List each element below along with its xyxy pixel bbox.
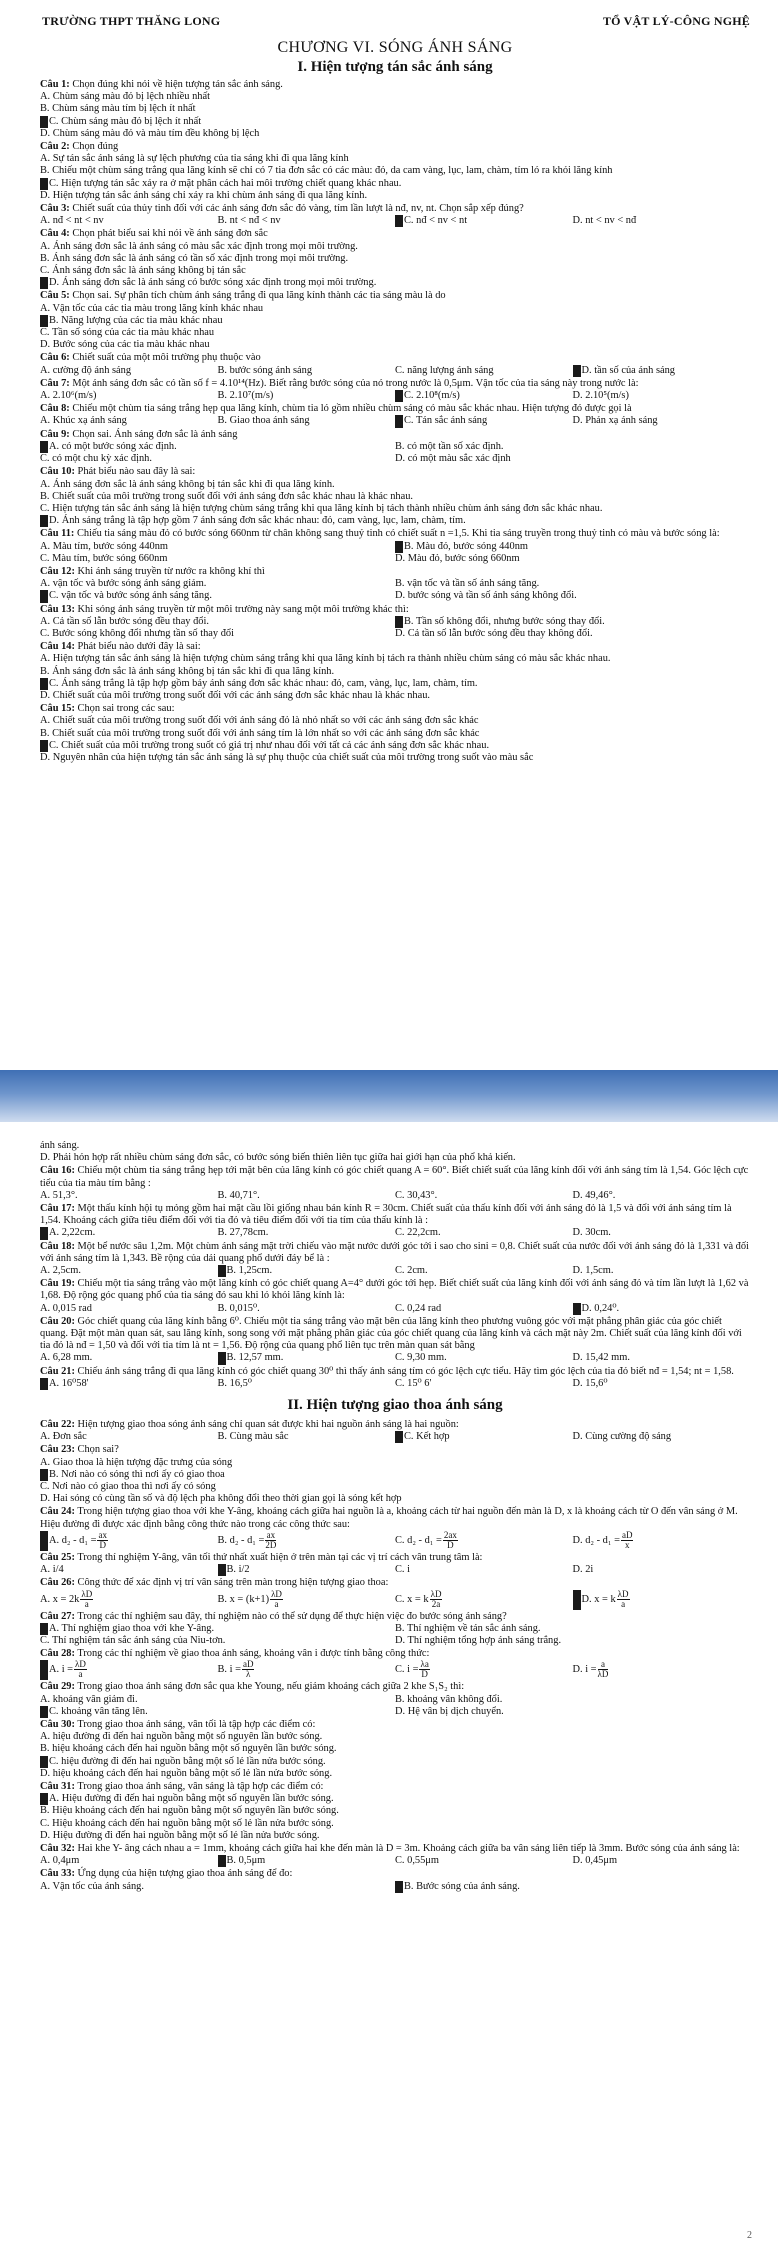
option: B. 2.10⁷(m/s) (217, 390, 274, 402)
option: C. 9,30 mm. (395, 1352, 447, 1364)
option: D. bước sóng và tần số ánh sáng không đổi. (395, 590, 577, 602)
fraction: $\frac{\lambda D}{a}$ (617, 1588, 629, 1609)
answer-marker (573, 1303, 581, 1315)
answer-marker (40, 441, 48, 453)
option-marked: B. 0,5μm (218, 1855, 396, 1867)
option-marked: B. Năng lượng của các tia màu khác nhau (40, 315, 750, 327)
fraction: $\frac{\lambda a}{D}$ (420, 1659, 429, 1680)
option-marked: B. 12,57 mm. (218, 1352, 396, 1364)
question-9: Câu 9: Chọn sai. Ánh sáng đơn sắc là ánh sáng (40, 428, 238, 440)
option: A. Ánh sáng đơn sắc là ánh sáng có màu sắc xác định trong mọi môi trường. (40, 240, 358, 252)
answer-marker (40, 1706, 48, 1718)
fraction: $\frac{aD}{x}$ (621, 1530, 633, 1550)
option-marked: C. 2.10⁸(m/s) (395, 390, 573, 402)
fraction: $\frac{aD}{\lambda}$ (242, 1659, 254, 1680)
option-marked: A. i = $\frac{\lambda D}{a}$ (40, 1660, 218, 1680)
option: D. Hiện tượng tán sắc ánh sáng chỉ xảy ra khi chùm ánh sáng đi qua lăng kính. (40, 189, 368, 201)
question-33: Câu 33: Ứng dụng của hiện tượng giao thoa ánh sáng để đo: (40, 1868, 293, 1880)
option: A. hiệu đường đi đến hai nguồn bằng một số nguyên lần bước sóng. (40, 1731, 323, 1743)
question-8: Câu 8: Chiếu một chùm tia sáng trắng hẹp qua lăng kính, chùm tia ló gồm nhiều chùm sáng có màu sắc khác nhau. Hiện tượng đó được gọi là (40, 403, 632, 415)
option: C. Hiệu khoảng cách đến hai nguồn bằng một số lẻ lần nửa bước sóng. (40, 1817, 334, 1829)
option-marked: B. Màu đỏ, bước sóng 440nm (395, 541, 750, 553)
option: C. d₂ - d₁ = $\frac{2ax}{D}$ (395, 1530, 457, 1550)
option: C. Hiện tượng tán sắc ánh sáng là hiện tượng chùm sáng trắng khi qua lăng kính bị tách thành nhiều chùm ánh sáng đơn sắc khác nhau. (40, 502, 603, 514)
option-marked: C. Chùm sáng màu đỏ bị lệch ít nhất (40, 116, 750, 128)
question-3: Câu 3: Chiết suất của thủy tinh đối với các ánh sáng đơn sắc đỏ vàng, tím lần lượt là nđ, nv, nt. Chọn sắp xếp đúng? (40, 203, 524, 215)
answer-marker (40, 1756, 48, 1768)
question-16: Câu 16: Chiếu một chùm tia sáng trắng hẹp tới mặt bên của lăng kính có góc chiết quang A = 60°. Biết chiết suất của lăng kính đối với ánh sáng tím là 1,54. Góc lệch cực tiểu của tia màu tím bằng : (40, 1165, 749, 1189)
option: C. 30,43°. (395, 1189, 438, 1201)
option: C. có một chu kỳ xác định. (40, 453, 152, 465)
option: C. Tần số sóng của các tia màu khác nhau (40, 327, 215, 339)
answer-marker (40, 1793, 48, 1805)
option: C. i (395, 1564, 411, 1576)
option: A. 6,28 mm. (40, 1352, 93, 1364)
option-marked: C. Kết hợp (395, 1431, 573, 1443)
fraction: $\frac{2ax}{D}$ (443, 1530, 457, 1550)
option: A. 0,015 rad (40, 1302, 92, 1314)
option-marked: C. Ánh sáng trắng là tập hợp gồm bảy ánh sáng đơn sắc khác nhau: đỏ, cam, vàng, lục, lam, chàm, tím. (40, 678, 750, 690)
option: A. Vận tốc của ánh sáng. (40, 1880, 144, 1892)
answer-marker (40, 1469, 48, 1481)
option: D. i = $\frac{a}{\lambda D}$ (572, 1659, 609, 1680)
option-marked: D. Ánh sáng đơn sắc là ánh sáng có bước sóng xác định trong mọi môi trường. (40, 277, 750, 289)
fraction: $\frac{\lambda D}{a}$ (271, 1588, 282, 1609)
options-row (40, 1855, 750, 1867)
option: A. Chiết suất của môi trường trong suốt đối với ánh sáng đỏ là nhỏ nhất so với các ánh sáng đơn sắc khác (40, 715, 479, 727)
question-6: Câu 6: Chiết suất của một môi trường phụ thuộc vào (40, 352, 261, 364)
option: A. vận tốc và bước sóng ánh sáng giảm. (40, 578, 207, 590)
department-name: TỔ VẬT LÝ-CÔNG NGHỆ (602, 14, 750, 28)
option: B. khoảng vân không đổi. (395, 1693, 503, 1705)
answer-marker (40, 740, 48, 752)
option: B. Ánh sáng đơn sắc là ánh sáng không bị tán sắc khi đi qua lăng kính. (40, 665, 335, 677)
answer-marker (40, 116, 48, 128)
answer-marker (218, 1352, 226, 1364)
options-row (40, 1190, 750, 1202)
option: A. Chùm sáng màu đỏ bị lệch nhiều nhất (40, 91, 210, 103)
question-22: Câu 22: Hiện tượng giao thoa sóng ánh sáng chỉ quan sát được khi hai nguồn ánh sáng là hai nguồn: (40, 1419, 459, 1431)
option-marked: B. 1,25cm. (218, 1265, 396, 1277)
option-marked: B. Tần số không đổi, nhưng bước sóng thay đổi. (395, 616, 750, 628)
option: D. Hiệu đường đi đến hai nguồn bằng một số lẻ lần nửa bước sóng. (40, 1829, 320, 1841)
question-18: Câu 18: Một bể nước sâu 1,2m. Một chùm ánh sáng mặt trời chiếu vào mặt nước dưới góc tới i sao cho sini = 0,8. Chiết suất của nước đối với ánh sáng đỏ là 1,331 và đối với ánh sáng tím là 1,343. Bề rộng của dải quang phổ dưới đáy bể là : (40, 1240, 749, 1264)
answer-marker (218, 1265, 226, 1277)
fraction: $\frac{\lambda D}{a}$ (81, 1588, 93, 1609)
question-21: Câu 21: Chiếu ánh sáng trắng đi qua lăng kính có góc chiết quang 30⁰ thì thấy ánh sáng tím có góc lệch cực tiểu. Hãy tìm góc lệch của tia đỏ biết nđ = 1,54; nt = 1,58. (40, 1365, 734, 1377)
option: A. i/4 (40, 1564, 64, 1576)
option: D. Màu đỏ, bước sóng 660nm (395, 552, 520, 564)
question-25: Câu 25: Trong thí nghiệm Y-âng, vân tối thứ nhất xuất hiện ở trên màn tại các vị trí cách vân trung tâm là: (40, 1551, 483, 1563)
options-row (40, 365, 750, 377)
option: D. 1,5cm. (572, 1265, 614, 1277)
option-marked: B. Bước sóng của ánh sáng. (395, 1881, 750, 1893)
options-row (40, 616, 750, 640)
option: D. có một màu sắc xác định (395, 453, 511, 465)
option: C. Bước sóng không đổi nhưng tần số thay đổi (40, 627, 234, 639)
answer-marker (395, 1431, 403, 1443)
question-23: Câu 23: Chọn sai? (40, 1444, 119, 1456)
answer-marker (395, 541, 403, 553)
answer-marker (40, 1378, 48, 1390)
answer-marker (395, 415, 403, 427)
options-row (40, 1623, 750, 1647)
school-name: TRƯỜNG THPT THĂNG LONG (42, 14, 221, 28)
option: A. Ánh sáng đơn sắc là ánh sáng không bị tán sắc khi đi qua lăng kính. (40, 478, 335, 490)
option-marked: B. Nơi nào có sóng thì nơi ấy có giao thoa (40, 1469, 750, 1481)
option: B. i = $\frac{aD}{\lambda}$ (217, 1659, 254, 1680)
answer-marker (573, 365, 581, 377)
question-5: Câu 5: Chọn sai. Sự phân tích chùm ánh sáng trắng đi qua lăng kính thành các tia sáng màu là do (40, 290, 446, 302)
document-page-2 (0, 1122, 778, 2247)
answer-marker (395, 215, 403, 227)
option-marked: D. Ánh sáng trắng là tập hợp gồm 7 ánh sáng đơn sắc khác nhau: đỏ, cam vàng, lục, lam, chàm, tím. (40, 515, 750, 527)
section-title-1: I. Hiện tượng tán sắc ánh sáng (297, 59, 493, 75)
option: D. Bước sóng của các tia màu khác nhau (40, 339, 210, 351)
option: B. nt < nđ < nv (217, 215, 281, 227)
answer-marker (395, 616, 403, 628)
answer-marker (218, 1564, 226, 1576)
options-row (40, 1694, 750, 1718)
answer-marker (40, 277, 48, 289)
question-10: Câu 10: Phát biểu nào sau đây là sai: (40, 466, 196, 478)
option: A. cường độ ánh sáng (40, 364, 132, 376)
options-row (40, 441, 750, 465)
question-28: Câu 28: Trong các thí nghiệm về giao thoa ánh sáng, khoảng vân i được tính bằng công thức: (40, 1648, 430, 1660)
option: B. 0,015⁰. (217, 1302, 260, 1314)
fraction: $\frac{a}{\lambda D}$ (597, 1659, 609, 1680)
option: D. Chùm sáng màu đỏ và màu tím đều không bị lệch (40, 127, 260, 139)
option: D. 30cm. (572, 1227, 611, 1239)
option-marked: A. Thí nghiệm giao thoa với khe Y-âng. (40, 1623, 395, 1635)
options-row (40, 1431, 750, 1443)
option: B. 16,5⁰ (217, 1377, 252, 1389)
option: B. có một tần số xác định. (395, 440, 504, 452)
option: C. 22,2cm. (395, 1227, 441, 1239)
answer-marker (573, 1590, 581, 1610)
option: B. bước sóng ánh sáng (217, 364, 313, 376)
option: C. 15⁰ 6' (395, 1377, 432, 1389)
option: B. Hiệu khoảng cách đến hai nguồn bằng một số nguyên lần bước sóng. (40, 1805, 339, 1817)
option: C. Màu tím, bước sóng 660nm (40, 552, 168, 564)
option-marked: D. 0,24⁰. (573, 1303, 751, 1315)
option: C. Ánh sáng đơn sắc là ánh sáng không bị tán sắc (40, 265, 246, 277)
option: A. Giao thoa là hiện tượng đặc trưng của sóng (40, 1456, 233, 1468)
option: D. Phải hỏn hợp rất nhiều chùm sáng đơn sắc, có bước sóng biến thiên liên tục giữa hai giới hạn của phổ khả kiến. (40, 1152, 516, 1164)
option: D. Cả tần số lẫn bước sóng đều thay không đổi. (395, 627, 593, 639)
page-number: 2 (747, 2230, 752, 2241)
option: A. Hiện tượng tán sắc ánh sáng là hiện tượng chùm sáng trắng khi qua lăng kính bị tách ra thành nhiều chùm sáng có màu sắc khác nhau. (40, 653, 611, 665)
question-24: Câu 24: Trong hiện tượng giao thoa với khe Y-âng, khoảng cách giữa hai nguồn là a, khoảng cách từ hai nguồn đến màn là D, x là khoảng cách từ O đến vân sáng ở M. Hiệu đường đi được xác định bằng công thức nào trong các công thức sau: (40, 1506, 738, 1530)
option: B. 40,71°. (217, 1189, 260, 1201)
option-marked: C. khoảng vân tăng lên. (40, 1706, 395, 1718)
options-row (40, 415, 750, 427)
answer-marker (40, 590, 48, 602)
question-29: Câu 29: Trong giao thoa ánh sáng đơn sắc qua khe Young, nếu giảm khoảng cách giữa 2 khe S₁S₂ thì: (40, 1681, 465, 1693)
option-marked: A. 16⁰58' (40, 1378, 218, 1390)
question-1: Câu 1: Chọn đúng khi nói về hiện tượng tán sắc ánh sáng. (40, 79, 283, 90)
option: D. Phản xạ ánh sáng (572, 415, 658, 427)
option: D. hiệu khoảng cách đến hai nguồn bằng một số lẻ lần nửa bước sóng. (40, 1767, 333, 1779)
option: A. 2,5cm. (40, 1265, 81, 1277)
option: D. 2.10⁵(m/s) (572, 390, 629, 402)
options-row (40, 578, 750, 602)
option: C. i = $\frac{\lambda a}{D}$ (395, 1659, 429, 1680)
option: D. 15,6⁰ (572, 1377, 608, 1389)
option: A. khoảng vân giảm đi. (40, 1693, 138, 1705)
question-30: Câu 30: Trong giao thoa ánh sáng, vân tối là tập hợp các điểm có: (40, 1718, 316, 1730)
answer-marker (40, 678, 48, 690)
question-32: Câu 32: Hai khe Y- âng cách nhau a = 1mm, khoảng cách giữa hai khe đến màn là D = 3m. Khoảng cách giữa ba vân sáng liên tiếp là 3mm. Bước sóng của ánh sáng là: (40, 1842, 740, 1854)
option-marked: A. 2,22cm. (40, 1227, 218, 1239)
option: C. năng lượng ánh sáng (395, 364, 494, 376)
option: C. 0,24 rad (395, 1302, 442, 1314)
answer-marker (218, 1855, 226, 1867)
question-19: Câu 19: Chiếu một tia sáng trắng vào một lăng kính có góc chiết quang A=4° dưới góc tới hẹp. Biết chiết suất của lăng kính đối với ánh sáng đỏ và tím lần lượt là 1,62 và 1,68. Độ rộng góc quang phổ của tia sáng đó sau khi ló khỏi lăng kính là: (40, 1278, 749, 1302)
option: C. x = k $\frac{\lambda D}{2a}$ (395, 1588, 442, 1609)
option: B. 27,78cm. (217, 1227, 269, 1239)
fraction: $\frac{ax}{D}$ (98, 1530, 107, 1550)
option: D. d₂ - d₁ = $\frac{aD}{x}$ (572, 1530, 633, 1550)
question-14: Câu 14: Phát biểu nào dưới đây là sai: (40, 641, 201, 653)
option: D. nt < nv < nđ (572, 215, 637, 227)
options-row (40, 1378, 750, 1390)
page-break-band (0, 1070, 778, 1122)
question-27: Câu 27: Trong các thí nghiệm sau đây, thí nghiệm nào có thể sử dụng để thực hiện việc đo bước sóng ánh sáng? (40, 1610, 507, 1622)
answer-marker (395, 1881, 403, 1893)
question-20: Câu 20: Góc chiết quang của lăng kính bằng 6⁰. Chiếu một tia sáng trắng vào mặt bên của lăng kính theo phương vuông góc với mặt phẳng phân giác của góc chiết quang. Đặt một màn quan sát, sau lăng kính, song song với mặt phẳng phân giác của góc chiết quang của lăng kính và cách mặt này 2m. Chiết suất của lăng kính đối với tia đỏ là nđ = 1,50 và đối với tia tím là nt = 1,56. Độ rộng của quang phổ liên tục trên màn quan sát bằng (40, 1315, 742, 1352)
option-marked: D. x = k $\frac{\lambda D}{a}$ (573, 1590, 751, 1610)
option-marked: D. tần số của ánh sáng (573, 365, 751, 377)
option: B. Chiếu một chùm sáng trắng qua lăng kính sẽ chỉ có 7 tia đơn sắc có các màu: đỏ, da cam vàng, lục, lam, chàm, tím ló ra khỏi lăng kính (40, 165, 613, 177)
option: B. Giao thoa ánh sáng (217, 415, 310, 427)
option: C. 2cm. (395, 1265, 428, 1277)
option: D. Thí nghiệm tổng hợp ánh sáng trắng. (395, 1634, 562, 1646)
option: A. 2.10⁶(m/s) (40, 390, 97, 402)
answer-marker (40, 1531, 48, 1551)
answer-marker (40, 1623, 48, 1635)
answer-marker (40, 1660, 48, 1680)
option-marked: C. Chiết suất của môi trường trong suốt có giá trị như nhau đối với tất cả các ánh sáng đơn sắc khác nhau. (40, 740, 750, 752)
question-4: Câu 4: Chọn phát biểu sai khi nói về ánh sáng đơn sắc (40, 228, 268, 240)
question-26: Câu 26: Công thức để xác định vị trí vân sáng trên màn trong hiện tượng giao thoa: (40, 1577, 389, 1589)
option: D. Hai sóng có cùng tần số và độ lệch pha không đổi theo thời gian gọi là sóng kết hợp (40, 1493, 402, 1505)
option: B. Ánh sáng đơn sắc là ánh sáng có tần số xác định trong mọi môi trường. (40, 252, 349, 264)
option: B. Chùm sáng màu tím bị lệch ít nhất (40, 103, 196, 115)
option-marked: A. có một bước sóng xác định. (40, 441, 395, 453)
option-marked: C. nđ < nv < nt (395, 215, 573, 227)
option: A. Vận tốc của các tia màu trong lăng kính khác nhau (40, 302, 264, 314)
option: A. 51,3°. (40, 1189, 78, 1201)
option: A. Cả tần số lẫn bước sóng đều thay đổi. (40, 615, 209, 627)
option: B. vận tốc và tần số ánh sáng tăng. (395, 578, 540, 590)
option: D. Chiết suất của môi trường trong suốt đối với các ánh sáng đơn sắc khác nhau là khác nhau. (40, 689, 431, 701)
options-row (40, 1531, 750, 1551)
question-7: Câu 7: Một ánh sáng đơn sắc có tần số f = 4.10¹⁴(Hz). Biết rằng bước sóng của nó trong nước là 0,5μm. Vận tốc của tia sáng này trong nước là: (40, 377, 639, 389)
question-13: Câu 13: Khi sóng ánh sáng truyền từ một môi trường này sang một môi trường khác thì: (40, 603, 409, 615)
answer-marker (395, 390, 403, 402)
section-title-2: II. Hiện tượng giao thoa ánh sáng (287, 1397, 503, 1414)
option: D. Hệ vân bị dịch chuyển. (395, 1705, 504, 1717)
fraction: $\frac{\lambda D}{2a}$ (430, 1588, 442, 1609)
answer-marker (40, 515, 48, 527)
option: B. hiệu khoảng cách đến hai nguồn bằng một số nguyên lần bước sóng. (40, 1743, 337, 1755)
option-continuation: ánh sáng. (40, 1140, 80, 1151)
option: B. Chiết suất của môi trường trong suốt đối với ánh sáng tím là lớn nhất so với các ánh sáng đơn sắc khác (40, 727, 480, 739)
option: B. Thí nghiệm về tán sắc ánh sáng. (395, 1622, 541, 1634)
option-marked: C. Hiện tượng tán sắc xảy ra ở mặt phân cách hai môi trường chiết quang khác nhau. (40, 178, 750, 190)
option: D. 49,46°. (572, 1189, 616, 1201)
options-row (40, 1227, 750, 1239)
options-row (40, 541, 750, 565)
option-marked: C. Tán sắc ánh sáng (395, 415, 573, 427)
option: C. Thí nghiệm tán sắc ánh sáng của Niu-tơn. (40, 1634, 226, 1646)
option: B. d₂ - d₁ = $\frac{ax}{2D}$ (217, 1530, 277, 1550)
document-page-1 (0, 0, 778, 1070)
options-row (40, 215, 750, 227)
options-row (40, 1590, 750, 1610)
options-row (40, 390, 750, 402)
option: D. Cùng cường độ sáng (572, 1431, 672, 1443)
option: B. x = (k+1) $\frac{\lambda D}{a}$ (217, 1588, 282, 1609)
page-header (40, 14, 750, 29)
question-2: Câu 2: Chọn đúng (40, 141, 119, 153)
answer-marker (40, 315, 48, 327)
option-marked: A. Hiệu đường đi đến hai nguồn bằng một số nguyên lần bước sóng. (40, 1793, 750, 1805)
question-31: Câu 31: Trong giao thoa ánh sáng, vân sáng là tập hợp các điểm có: (40, 1780, 324, 1792)
options-row (40, 1564, 750, 1576)
question-15: Câu 15: Chọn sai trong các sau: (40, 703, 175, 715)
options-row (40, 1265, 750, 1277)
option-marked: C. vận tốc và bước sóng ánh sáng tăng. (40, 590, 395, 602)
question-11: Câu 11: Chiếu tia sáng màu đỏ có bước sóng 660nm từ chân không sang thuỷ tinh có chiết suất n =1,5. Khi tia sáng truyền trong thuỷ tinh có màu và bước sóng là: (40, 528, 720, 540)
option: C. Nơi nào có giao thoa thì nơi ấy có sóng (40, 1481, 216, 1493)
options-row (40, 1352, 750, 1364)
option-marked: A. d₂ - d₁ = $\frac{ax}{D}$ (40, 1531, 218, 1551)
option-marked: B. i/2 (218, 1564, 396, 1576)
answer-marker (40, 1227, 48, 1239)
option: D. Nguyên nhân của hiện tượng tán sắc ánh sáng là sự phụ thuộc của chiết suất của môi trường trong suốt vào màu sắc (40, 751, 534, 763)
option: A. x = 2k $\frac{\lambda D}{a}$ (40, 1588, 93, 1609)
option: A. 0,4μm (40, 1855, 80, 1867)
option: D. 2i (572, 1564, 594, 1576)
chapter-title: CHƯƠNG VI. SÓNG ÁNH SÁNG (277, 39, 513, 56)
options-row (40, 1303, 750, 1315)
question-12: Câu 12: Khi ánh sáng truyền từ nước ra không khí thì (40, 565, 265, 577)
option: A. Khúc xạ ánh sáng (40, 415, 127, 427)
option: D. 15,42 mm. (572, 1352, 630, 1364)
option: A. nđ < nt < nv (40, 215, 104, 227)
option: A. Màu tím, bước sóng 440nm (40, 540, 169, 552)
option: A. Sự tán sắc ánh sáng là sự lệch phương của tia sáng khi đi qua lăng kính (40, 153, 349, 165)
options-row (40, 1660, 750, 1680)
option-marked: C. hiệu đường đi đến hai nguồn bằng một số lẻ lần nửa bước sóng. (40, 1756, 750, 1768)
option: B. Chiết suất của môi trường trong suốt đối với ánh sáng đơn sắc khác nhau là khác nhau. (40, 490, 414, 502)
options-row (40, 1881, 750, 1893)
answer-marker (40, 178, 48, 190)
option: C. 0,55μm (395, 1855, 439, 1867)
fraction: $\frac{\lambda D}{a}$ (75, 1659, 86, 1680)
question-17: Câu 17: Một thấu kính hội tụ mỏng gồm hai mặt cầu lồi giống nhau bán kính R = 30cm. Chiết suất của thấu kính đối với ánh sáng đỏ là 1,5 và đối với ánh sáng tím là 1,54. Khoảng cách giữa tiêu điểm đối với tia đỏ và tiêu điểm đối với tia tím của thấu kính là : (40, 1203, 732, 1227)
fraction: $\frac{ax}{2D}$ (265, 1530, 277, 1550)
option: B. Cùng màu sắc (217, 1431, 289, 1443)
option: A. Đơn sắc (40, 1431, 87, 1443)
option: D. 0,45μm (572, 1855, 618, 1867)
